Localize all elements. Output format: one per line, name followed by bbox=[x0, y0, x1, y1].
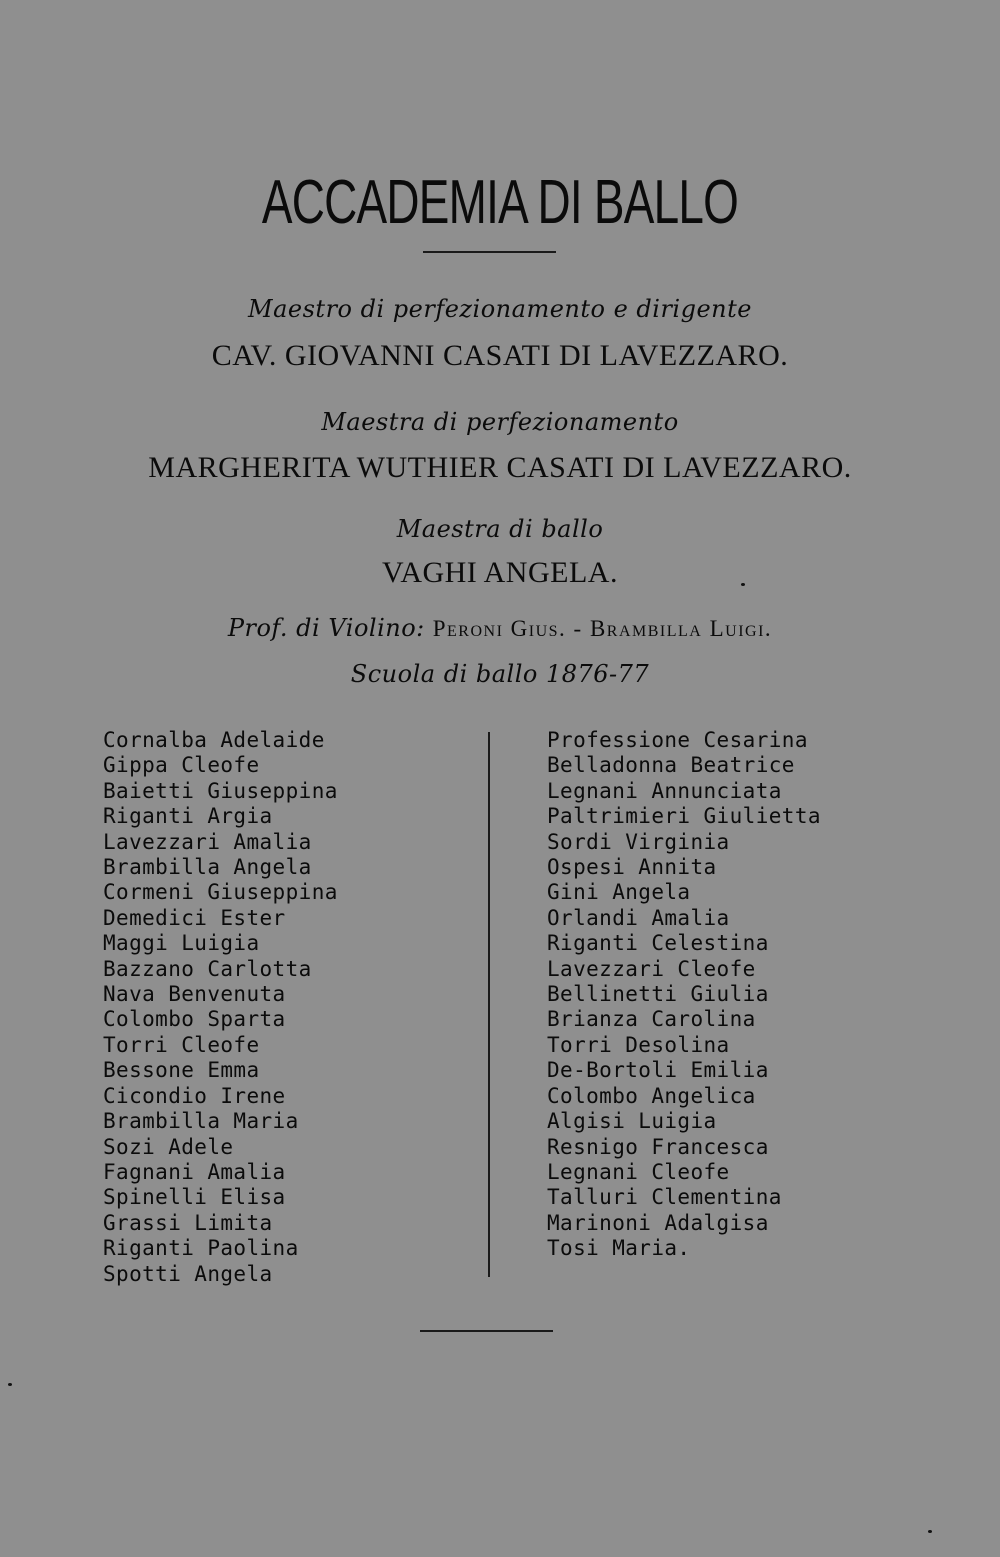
student-name: Riganti Argia bbox=[103, 804, 273, 829]
student-name: Paltrimieri Giulietta bbox=[547, 804, 821, 829]
school-year-heading: Scuola di ballo 1876-77 bbox=[350, 660, 650, 688]
student-name: Talluri Clementina bbox=[547, 1185, 782, 1210]
student-name: Baietti Giuseppina bbox=[103, 778, 338, 803]
student-name: Brianza Carolina bbox=[547, 1007, 756, 1032]
students-list-left bbox=[103, 728, 338, 1287]
student-name: Legnani Annunciata bbox=[547, 778, 782, 803]
staff-name-3: VAGHI ANGELA. bbox=[382, 556, 618, 589]
staff-role-2: Maestra di perfezionamento bbox=[321, 408, 679, 436]
student-name: Spotti Angela bbox=[103, 1261, 273, 1286]
violin-teachers-line bbox=[0, 614, 1000, 642]
student-name: Algisi Luigia bbox=[547, 1109, 717, 1134]
ink-speck bbox=[928, 1530, 932, 1533]
bottom-divider-rule bbox=[420, 1330, 553, 1332]
violin-label: Prof. di Violino: bbox=[227, 614, 425, 642]
student-name: Resnigo Francesca bbox=[547, 1134, 769, 1159]
violin-teacher-names: Peroni Gius. - Brambilla Luigi. bbox=[432, 616, 773, 641]
student-name: Lavezzari Cleofe bbox=[547, 956, 756, 981]
student-name: Belladonna Beatrice bbox=[547, 753, 795, 778]
student-name: Tosi Maria. bbox=[547, 1236, 691, 1261]
student-name: Torri Desolina bbox=[547, 1032, 730, 1057]
student-name: Bellinetti Giulia bbox=[547, 982, 769, 1007]
student-name: Marinoni Adalgisa bbox=[547, 1210, 769, 1235]
student-name: Riganti Paolina bbox=[103, 1236, 299, 1261]
column-divider bbox=[488, 732, 490, 1277]
ink-speck bbox=[8, 1383, 12, 1386]
staff-name-1: CAV. GIOVANNI CASATI DI LAVEZZARO. bbox=[211, 339, 789, 372]
student-name: Colombo Angelica bbox=[547, 1083, 756, 1108]
student-name: Bazzano Carlotta bbox=[103, 956, 312, 981]
student-name: Spinelli Elisa bbox=[103, 1185, 286, 1210]
top-divider-rule bbox=[423, 251, 556, 253]
student-name: Bessone Emma bbox=[103, 1058, 260, 1083]
student-name: Riganti Celestina bbox=[547, 931, 769, 956]
staff-role-3: Maestra di ballo bbox=[396, 515, 604, 543]
student-name: De-Bortoli Emilia bbox=[547, 1058, 769, 1083]
student-name: Torri Cleofe bbox=[103, 1032, 260, 1057]
student-name: Nava Benvenuta bbox=[103, 982, 286, 1007]
student-name: Cormeni Giuseppina bbox=[103, 880, 338, 905]
student-name: Sozi Adele bbox=[103, 1134, 234, 1159]
student-name: Cicondio Irene bbox=[103, 1083, 286, 1108]
student-name: Cornalba Adelaide bbox=[103, 728, 325, 752]
staff-role-1: Maestro di perfezionamento e dirigente bbox=[248, 295, 752, 323]
student-name: Brambilla Maria bbox=[103, 1109, 299, 1134]
student-name: Colombo Sparta bbox=[103, 1007, 286, 1032]
page-title: ACCADEMIA DI BALLO bbox=[261, 168, 739, 237]
student-name: Grassi Limita bbox=[103, 1210, 273, 1235]
student-name: Professione Cesarina bbox=[547, 728, 808, 752]
student-name: Gini Angela bbox=[547, 880, 691, 905]
student-name: Fagnani Amalia bbox=[103, 1159, 286, 1184]
student-name: Orlandi Amalia bbox=[547, 905, 730, 930]
student-name: Legnani Cleofe bbox=[547, 1159, 730, 1184]
student-name: Gippa Cleofe bbox=[103, 753, 260, 778]
student-name: Brambilla Angela bbox=[103, 855, 312, 880]
students-list-right bbox=[547, 728, 821, 1262]
staff-name-2: MARGHERITA WUTHIER CASATI DI LAVEZZARO. bbox=[148, 451, 852, 484]
student-name: Lavezzari Amalia bbox=[103, 829, 312, 854]
student-name: Ospesi Annita bbox=[547, 855, 717, 880]
student-name: Maggi Luigia bbox=[103, 931, 260, 956]
ink-speck bbox=[741, 583, 745, 586]
student-name: Sordi Virginia bbox=[547, 829, 730, 854]
student-name: Demedici Ester bbox=[103, 905, 286, 930]
